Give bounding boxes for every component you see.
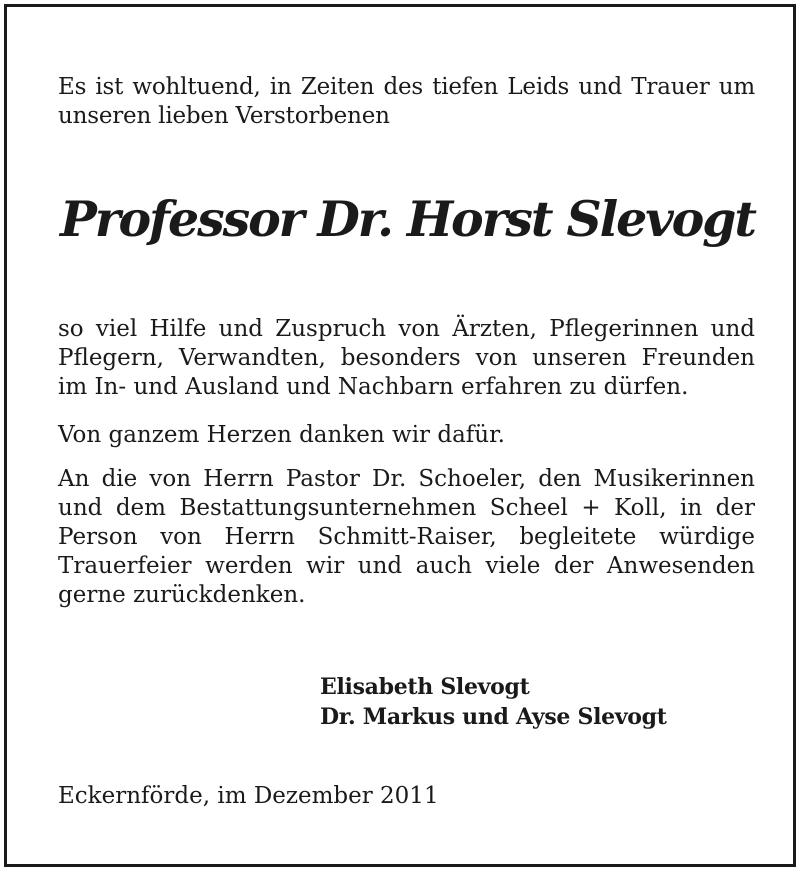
intro-text [58,73,755,131]
gratitude-line: Von ganzem Herzen danken wir dafür. [58,422,505,448]
intro-line: Es ist wohltuend, in Zeiten des tiefen Leids und Trauer um [58,74,755,100]
paragraph-line: An die von Herrn Pastor Dr. Schoeler, den Musikerinnen [58,466,755,492]
signatory-name: Dr. Markus und Ayse Slevogt [320,704,667,730]
paragraph-line: und dem Bestattungsunternehmen Scheel + Koll, in der [58,495,755,521]
paragraph-line: im In- und Ausland und Nachbarn erfahren zu dürfen. [58,374,689,400]
signatories [320,672,667,732]
paragraph-line: so viel Hilfe und Zuspruch von Ärzten, Pflegerinnen und [58,316,755,342]
signatory-name: Elisabeth Slevogt [320,674,530,700]
paragraph-line: Pflegern, Verwandten, besonders von unseren Freunden [58,345,755,371]
place-and-date: Eckernförde, im Dezember 2011 [58,783,439,809]
thanks-paragraph [58,315,755,402]
funeral-paragraph [58,465,755,610]
deceased-name: Professor Dr. Horst Slevogt [60,190,755,248]
obituary-notice [4,4,796,867]
paragraph-line: Trauerfeier werden wir und auch viele der Anwesenden [58,553,755,579]
intro-line: unseren lieben Verstorbenen [58,103,390,129]
paragraph-line: gerne zurückdenken. [58,582,306,608]
paragraph-line: Person von Herrn Schmitt-Raiser, begleitete würdige [58,524,755,550]
